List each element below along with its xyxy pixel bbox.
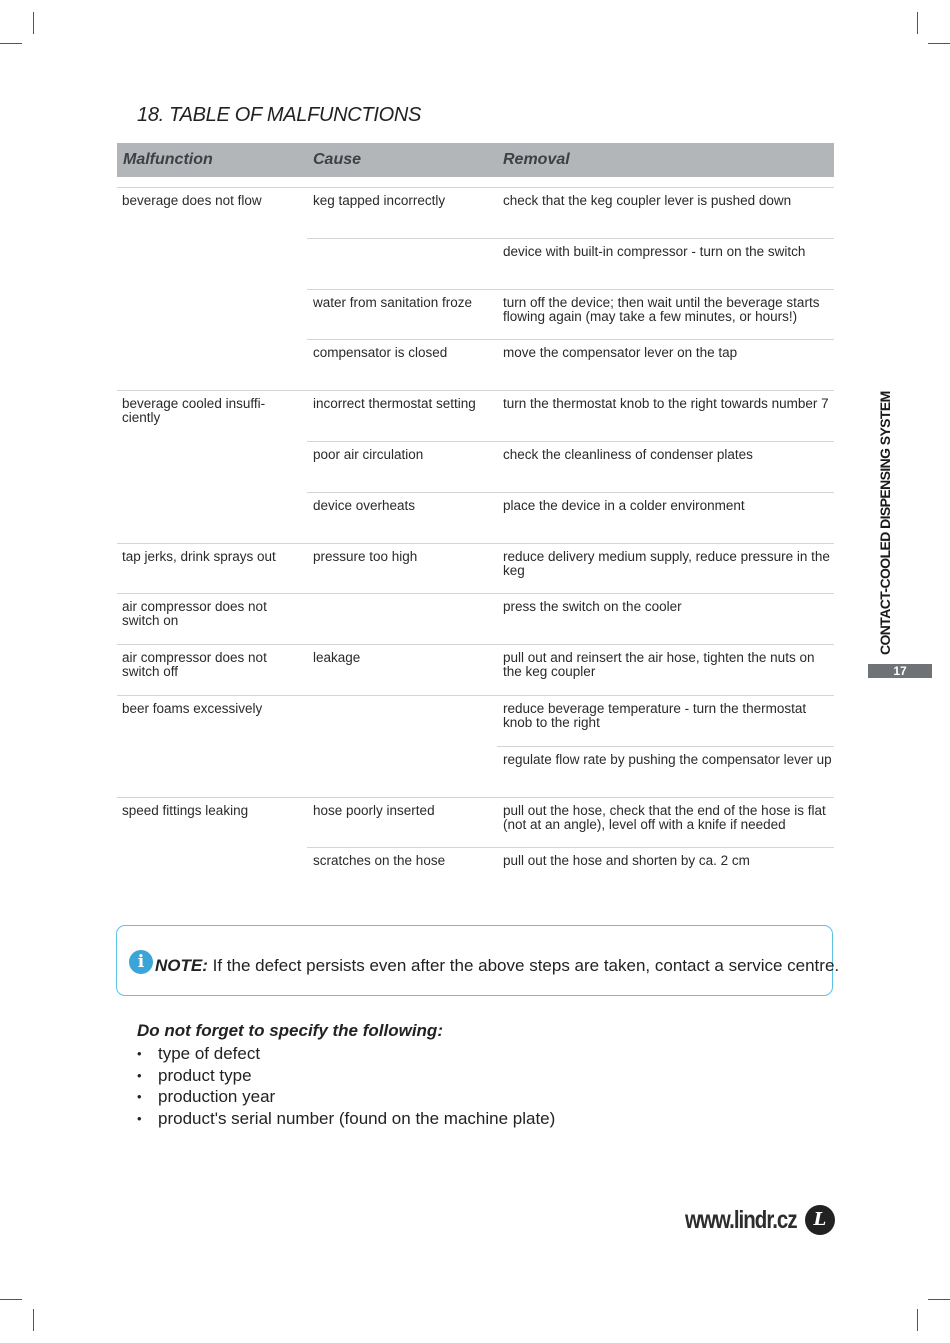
- cell-cause: compensator is closed: [313, 345, 448, 361]
- malfunctions-table: [117, 143, 834, 869]
- list-item: • production year: [137, 1086, 555, 1108]
- crop-mark: [33, 12, 34, 34]
- table-header: [117, 143, 834, 177]
- cell-malfunction: beer foams excessively: [122, 701, 263, 716]
- checklist-heading: Do not forget to specify the following:: [137, 1021, 443, 1040]
- cell-malfunction: [122, 847, 302, 854]
- cell-malfunction: [122, 746, 302, 753]
- cell-malfunction: beverage cooled insuffi-ciently: [122, 396, 266, 426]
- cell-malfunction: [122, 289, 302, 296]
- header-cause: Cause: [313, 151, 362, 168]
- cell-removal: reduce delivery medium supply, reduce pressure in the keg: [503, 548, 830, 578]
- header-removal: Removal: [503, 151, 570, 168]
- section-title: 18. TABLE OF MALFUNCTIONS: [137, 104, 422, 126]
- note-body: If the defect persists even after the above steps are taken, contact a service centre.: [207, 956, 840, 975]
- cell-malfunction: speed fittings leaking: [122, 802, 249, 818]
- cell-malfunction: air compressor does not switch off: [122, 650, 267, 680]
- cell-malfunction: [122, 492, 302, 499]
- cell-malfunction: air compressor does not switch on: [122, 599, 267, 629]
- cell-removal: turn off the device; then wait until the beverage starts flowing again (may take a few minutes, or hours!): [503, 294, 820, 324]
- cell-malfunction: beverage does not flow: [122, 193, 262, 208]
- header-malfunction: Malfunction: [123, 151, 213, 168]
- cell-removal: check that the keg coupler lever is pushed down: [503, 193, 792, 208]
- cell-cause: water from sanitation froze: [313, 294, 473, 310]
- cell-removal: pull out the hose and shorten by ca. 2 cm: [503, 853, 750, 869]
- side-section-label: CONTACT-COOLED DISPENSING SYSTEM: [877, 391, 893, 655]
- cell-removal: check the cleanliness of condenser plates: [503, 447, 753, 462]
- list-item: • product's serial number (found on the machine plate): [137, 1108, 555, 1130]
- cell-cause: scratches on the hose: [313, 853, 446, 869]
- cell-cause: [313, 746, 493, 753]
- cell-cause: [313, 695, 493, 702]
- crop-mark: [928, 1299, 950, 1300]
- cell-cause: pressure too high: [313, 548, 418, 564]
- page-number: 17: [868, 664, 932, 678]
- cell-cause: [313, 593, 493, 600]
- cell-cause: hose poorly inserted: [313, 802, 435, 818]
- cell-removal: turn the thermostat knob to the right towards number 7: [503, 396, 829, 412]
- cell-removal: reduce beverage temperature - turn the thermostat knob to the right: [503, 701, 807, 730]
- cell-removal: regulate flow rate by pushing the compensator lever up: [503, 751, 832, 767]
- cell-malfunction: [122, 339, 302, 346]
- website-link[interactable]: www.lindr.cz: [685, 1206, 797, 1234]
- crop-mark: [0, 1299, 22, 1300]
- cell-removal: place the device in a colder environment: [503, 497, 745, 513]
- cell-malfunction: tap jerks, drink sprays out: [122, 548, 276, 564]
- cell-cause: poor air circulation: [313, 447, 424, 462]
- cell-removal: device with built-in compressor - turn on the switch: [503, 243, 806, 259]
- note-box: [116, 925, 840, 996]
- cell-removal: move the compensator lever on the tap: [503, 345, 738, 361]
- crop-mark: [928, 43, 950, 44]
- info-icon: i: [129, 950, 153, 974]
- crop-mark: [917, 1309, 918, 1331]
- list-item: • type of defect: [137, 1043, 555, 1065]
- cell-removal: press the switch on the cooler: [503, 599, 682, 615]
- crop-mark: [917, 12, 918, 34]
- crop-mark: [33, 1309, 34, 1331]
- note-text: [155, 956, 839, 976]
- cell-malfunction: [122, 441, 302, 448]
- lindr-logo: L: [805, 1205, 835, 1235]
- cell-removal: pull out and reinsert the air hose, tighten the nuts on the keg coupler: [503, 650, 815, 680]
- cell-cause: leakage: [313, 650, 361, 666]
- cell-cause: [313, 238, 493, 245]
- note-label: NOTE:: [155, 956, 208, 975]
- cell-cause: device overheats: [313, 497, 416, 513]
- cell-malfunction: [122, 238, 302, 245]
- list-item: • product type: [137, 1065, 555, 1087]
- cell-cause: keg tapped incorrectly: [313, 193, 446, 208]
- checklist: [137, 1043, 555, 1129]
- crop-mark: [0, 43, 22, 44]
- cell-cause: incorrect thermostat setting: [313, 396, 476, 412]
- cell-removal: pull out the hose, check that the end of the hose is flat (not at an angle), level off with a knife if needed: [503, 802, 826, 832]
